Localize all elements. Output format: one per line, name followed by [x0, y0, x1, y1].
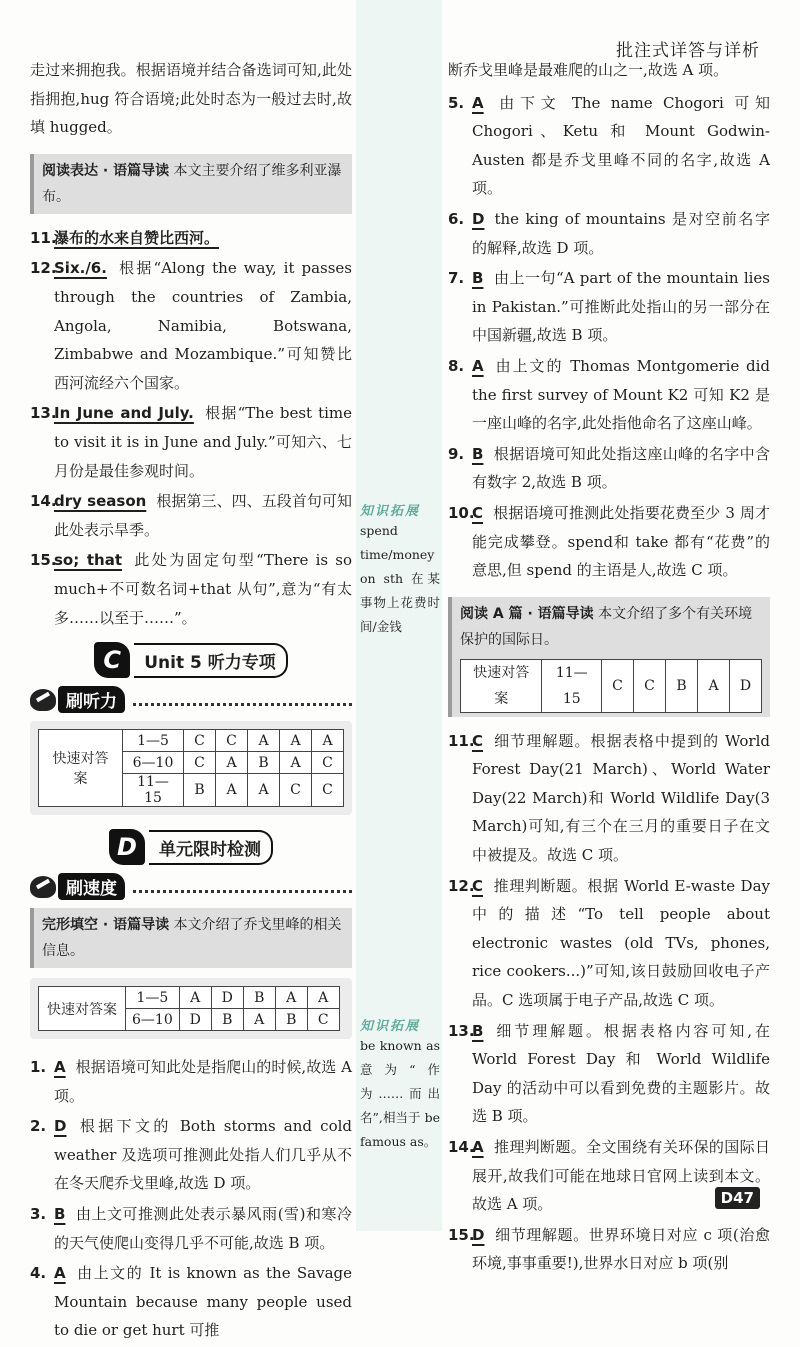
range-cell: 11—15	[542, 659, 602, 712]
knowledge-note	[360, 1015, 440, 1154]
question-number: 13.	[448, 1021, 475, 1040]
explanation: 由下文 The name Chogori 可知 Chogori、Ketu 和 Mount Godwin-Austen 都是乔戈里峰不同的名字,故选 A 项。	[472, 93, 770, 198]
answer-table	[38, 986, 340, 1031]
answer-cell: A	[275, 987, 307, 1009]
right-column	[448, 56, 770, 1280]
answer-item	[30, 487, 352, 544]
explanation: 由上文的 It is known as the Savage Mountain because many people used to die or get hurt 可推	[54, 1264, 352, 1340]
intro-text: 断乔戈里峰是最难爬的山之一,故选 A 项。	[448, 61, 729, 79]
question-number: 12.	[448, 876, 475, 895]
table-label: 快速对答案	[39, 730, 123, 807]
answer-cell: C	[280, 774, 312, 807]
range-cell: 6—10	[126, 1009, 180, 1031]
answer-cell: C	[216, 730, 248, 752]
question-number: 11.	[448, 731, 475, 750]
answer-key: D	[54, 1117, 67, 1136]
explanation: 由上一句“A part of the mountain lies in Pakistan.”可推断此处指山的另一部分在中国新疆,故选 B 项。	[472, 269, 770, 345]
answer-key: dry season	[54, 492, 147, 511]
answer-cell: A	[248, 730, 280, 752]
question-number: 10.	[448, 503, 475, 522]
reading-guide	[448, 597, 770, 717]
answer-item	[448, 352, 770, 438]
section-title	[30, 873, 352, 900]
answer-cell: C	[307, 1009, 339, 1031]
guide-label: 阅读表达 · 语篇导读	[42, 162, 170, 179]
answer-cell: B	[211, 1009, 243, 1031]
explanation: the king of mountains 是对空前名字的解释,故选 D 项。	[472, 209, 770, 257]
explanation: 根据语境可知此处指这座山峰的名字中含有数字 2,故选 B 项。	[472, 444, 770, 492]
note-text: spend time/money on sth 在某事物上花费时间/金钱	[360, 523, 440, 634]
answer-key: D	[472, 209, 485, 228]
answer-list	[30, 224, 352, 632]
explanation: 此处为固定句型“There is so much+不可数名词+that 从句”,意为“有太多……以至于……”。	[54, 551, 352, 627]
question-number: 2.	[30, 1117, 47, 1136]
question-number: 15.	[30, 551, 57, 570]
answer-item	[448, 440, 770, 497]
answer-key: Six./6.	[54, 259, 107, 278]
question-number: 3.	[30, 1205, 47, 1224]
page-number: D47	[715, 1187, 760, 1209]
answer-cell: A	[312, 730, 344, 752]
table-label: 快速对答案	[461, 659, 542, 712]
explanation: 根据下文的 Both storms and cold weather 及选项可推测此处指人们几乎从不在冬天爬乔戈里峰,故选 D 项。	[54, 1117, 352, 1193]
explanation: 根据“Along the way, it passes through the countries of Zambia, Angola, Namibia, Botswana, Zimbabwe and Mozambique.”可知赞比西河流经六个国家。	[54, 259, 352, 392]
answer-cell: C	[312, 752, 344, 774]
explanation: 根据语境可知此处是指爬山的时候,故选 A 项。	[54, 1058, 352, 1105]
question-number: 15.	[448, 1225, 475, 1244]
answer-cell: B	[666, 659, 698, 712]
dotted-divider	[133, 694, 352, 706]
answer-table-wrap	[30, 978, 352, 1039]
answer-list	[30, 1053, 352, 1345]
answer-item	[30, 1112, 352, 1198]
answer-cell: A	[179, 987, 211, 1009]
question-number: 4.	[30, 1264, 47, 1283]
question-number: 11.	[30, 228, 57, 247]
answer-item	[448, 1221, 770, 1278]
answer-key: C	[472, 503, 484, 522]
left-column	[30, 56, 352, 1347]
answer-key: 瀑布的水来自赞比西河。	[54, 228, 220, 247]
guide-label: 阅读 A 篇 · 语篇导读	[460, 605, 594, 622]
answer-cell: B	[243, 987, 275, 1009]
answer-key: C	[472, 731, 484, 750]
answer-table	[38, 729, 344, 807]
answer-cell: B	[248, 752, 280, 774]
knowledge-note	[360, 500, 440, 639]
answer-item	[30, 1200, 352, 1257]
question-number: 7.	[448, 269, 465, 288]
guide-text: 本文主要介绍了维多利亚瀑布。	[42, 162, 342, 205]
explanation: 细节理解题。根据表格中提到的 World Forest Day(21 March)、World Water Day(22 March)和 World Wildlife Day(3 March)可知,有三个在三月的重要日子在文中被提及。故选 C 项。	[472, 731, 770, 865]
answer-key: A	[472, 356, 484, 375]
answer-item	[30, 224, 352, 253]
page-header: 批注式详答与详析	[616, 41, 760, 61]
answer-cell: A	[243, 1009, 275, 1031]
answer-cell: A	[698, 659, 730, 712]
note-heading: 知识拓展	[360, 504, 421, 519]
note-text: be known as 意为“作为……而出名”,相当于 be famous as。	[360, 1038, 440, 1149]
range-cell: 1—5	[123, 730, 184, 752]
unit-title-text: 单元限时检测	[149, 830, 273, 865]
question-number: 14.	[448, 1138, 475, 1156]
answer-key: A	[54, 1264, 66, 1283]
section-label: 刷速度	[58, 873, 125, 900]
unit-letter-badge: D	[109, 829, 145, 865]
answer-item	[448, 1017, 770, 1131]
answer-item	[448, 727, 770, 870]
explanation: 细节理解题。根据表格内容可知,在 World Forest Day 和 World Wildlife Day 的活动中可以看到免费的主题影片。故选 B 项。	[472, 1021, 770, 1126]
answer-cell: A	[216, 752, 248, 774]
answer-item	[30, 1259, 352, 1345]
answer-item	[30, 254, 352, 397]
answer-table	[460, 659, 762, 713]
answer-key: In June and July.	[54, 404, 194, 423]
question-number: 9.	[448, 444, 465, 463]
answer-key: B	[54, 1205, 66, 1224]
answer-cell: A	[280, 752, 312, 774]
question-number: 1.	[30, 1058, 47, 1077]
explanation: 细节理解题。世界环境日对应 c 项(治愈环境,事事重要!),世界水日对应 b 项(别	[472, 1225, 770, 1273]
question-number: 12.	[30, 259, 57, 278]
intro-text: 走过来拥抱我。根据语境并结合备选词可知,此处指拥抱,hug 符合语境;此处时态为一般过去时,故填 hugged。	[30, 61, 352, 137]
answer-item	[448, 205, 770, 262]
answer-cell: C	[312, 774, 344, 807]
answer-table-wrap	[30, 721, 352, 815]
guide-text: 本文介绍了乔戈里峰的相关信息。	[42, 917, 342, 960]
unit-title	[30, 642, 352, 678]
answer-key: so; that	[54, 551, 122, 570]
answer-item	[448, 499, 770, 585]
explanation: 根据“The best time to visit it is in June and July.”可知六、七月份是最佳参观时间。	[54, 404, 352, 480]
answer-cell: B	[275, 1009, 307, 1031]
answer-item	[448, 89, 770, 203]
question-number: 14.	[30, 492, 57, 511]
section-label: 刷听力	[58, 686, 125, 713]
answer-item	[448, 264, 770, 350]
table-label: 快速对答案	[39, 987, 126, 1031]
answer-cell: C	[634, 659, 666, 712]
note-heading: 知识拓展	[360, 1019, 421, 1034]
answer-item	[30, 1053, 352, 1110]
answer-cell: C	[602, 659, 634, 712]
answer-cell: C	[184, 752, 216, 774]
question-number: 5.	[448, 93, 465, 112]
table-row	[39, 987, 340, 1009]
explanation: 根据第三、四、五段首句可知此处表示旱季。	[54, 492, 352, 539]
answer-list	[448, 89, 770, 585]
answer-key: D	[472, 1225, 485, 1244]
answer-key: B	[472, 1021, 484, 1040]
answer-cell: D	[211, 987, 243, 1009]
explanation: 推理判断题。根据 World E-waste Day 中的描述“To tell people about electronic wastes (old TVs, phones, rice cookers...)”可知,该日鼓励回收电子产品。C 选项属于电子产品,故选 C 项。	[472, 876, 770, 1010]
dotted-divider	[133, 881, 352, 893]
answer-cell: D	[179, 1009, 211, 1031]
pen-icon	[30, 876, 56, 898]
unit-title	[30, 829, 352, 865]
guide-label: 完形填空 · 语篇导读	[42, 917, 170, 934]
answer-cell: A	[248, 774, 280, 807]
range-cell: 1—5	[126, 987, 180, 1009]
section-title	[30, 686, 352, 713]
answer-cell: A	[307, 987, 339, 1009]
question-number: 6.	[448, 209, 465, 228]
pen-icon	[30, 689, 56, 711]
answer-cell: C	[184, 730, 216, 752]
answer-key: C	[472, 876, 484, 895]
explanation: 由上文的 Thomas Montgomerie did the first survey of Mount K2 可知 K2 是一座山峰的名字,此处指他命名了这座山峰。	[472, 356, 770, 433]
answer-cell: D	[730, 659, 762, 712]
unit-letter-badge: C	[94, 642, 130, 678]
reading-guide	[30, 908, 352, 968]
unit-title-text: Unit 5 听力专项	[134, 643, 288, 678]
explanation: 由上文可推测此处表示暴风雨(雪)和寒冷的天气使爬山变得几乎不可能,故选 B 项。	[54, 1205, 352, 1252]
notes-column	[356, 0, 442, 1231]
answer-key: A	[472, 93, 484, 112]
answer-cell: A	[280, 730, 312, 752]
answer-key: A	[472, 1138, 484, 1156]
table-row	[461, 659, 762, 712]
range-cell: 6—10	[123, 752, 184, 774]
question-number: 8.	[448, 356, 465, 375]
explanation: 推理判断题。全文围绕有关环保的国际日展开,故我们可能在地球日官网上读到本文。故选 A 项。	[472, 1138, 770, 1214]
reading-guide	[30, 154, 352, 214]
answer-cell: B	[184, 774, 216, 807]
answer-key: A	[54, 1058, 66, 1077]
answer-key: B	[472, 269, 484, 288]
answer-key: B	[472, 444, 484, 463]
guide-text: 本文介绍了多个有关环境保护的国际日。	[460, 605, 753, 648]
answer-item	[30, 546, 352, 632]
question-number: 13.	[30, 404, 57, 423]
range-cell: 11—15	[123, 774, 184, 807]
explanation: 根据语境可推测此处指要花费至少 3 周才能完成攀登。spend和 take 都有“花费”的意思,但 spend 的主语是人,故选 C 项。	[472, 503, 770, 580]
answer-item	[30, 399, 352, 485]
answer-cell: A	[216, 774, 248, 807]
table-row	[39, 730, 344, 752]
answer-item	[448, 872, 770, 1015]
